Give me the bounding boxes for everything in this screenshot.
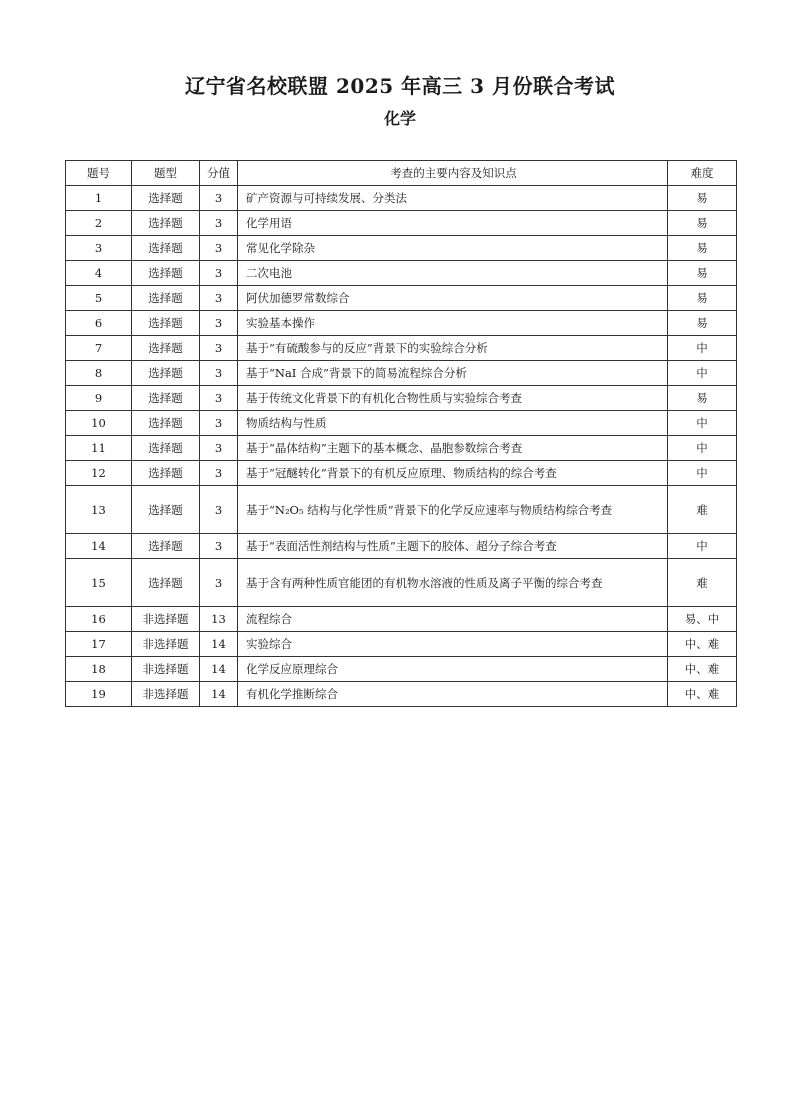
question-content: 常见化学除杂 — [238, 236, 668, 261]
question-content: 阿伏加德罗常数综合 — [238, 286, 668, 311]
question-score: 3 — [200, 436, 238, 461]
question-number: 11 — [66, 436, 132, 461]
question-score: 3 — [200, 386, 238, 411]
question-score: 3 — [200, 261, 238, 286]
header-content: 考查的主要内容及知识点 — [238, 161, 668, 186]
question-score: 3 — [200, 559, 238, 607]
question-difficulty: 中、难 — [668, 682, 737, 707]
question-score: 14 — [200, 657, 238, 682]
question-number: 7 — [66, 336, 132, 361]
question-type: 选择题 — [132, 436, 200, 461]
question-difficulty: 难 — [668, 486, 737, 534]
question-score: 3 — [200, 461, 238, 486]
question-number: 15 — [66, 559, 132, 607]
question-type: 非选择题 — [132, 632, 200, 657]
question-content: 物质结构与性质 — [238, 411, 668, 436]
question-content: 基于“N₂O₅ 结构与化学性质”背景下的化学反应速率与物质结构综合考查 — [238, 486, 668, 534]
question-score: 3 — [200, 336, 238, 361]
table-row — [66, 236, 737, 261]
question-difficulty: 易 — [668, 261, 737, 286]
subject-title: 化学 — [383, 109, 416, 128]
question-type: 选择题 — [132, 286, 200, 311]
question-content: 二次电池 — [238, 261, 668, 286]
question-type: 选择题 — [132, 461, 200, 486]
table-row — [66, 336, 737, 361]
question-number: 19 — [66, 682, 132, 707]
table-row — [66, 534, 737, 559]
question-difficulty: 中 — [668, 361, 737, 386]
question-content: 基于“晶体结构”主题下的基本概念、晶胞参数综合考查 — [238, 436, 668, 461]
table-row — [66, 682, 737, 707]
question-type: 非选择题 — [132, 682, 200, 707]
table-row — [66, 632, 737, 657]
question-type: 选择题 — [132, 386, 200, 411]
question-number: 12 — [66, 461, 132, 486]
table-row — [66, 186, 737, 211]
question-score: 3 — [200, 311, 238, 336]
table-header-row — [66, 161, 737, 186]
question-type: 选择题 — [132, 336, 200, 361]
question-type: 选择题 — [132, 261, 200, 286]
question-difficulty: 难 — [668, 559, 737, 607]
question-score: 3 — [200, 286, 238, 311]
question-type: 选择题 — [132, 534, 200, 559]
question-number: 8 — [66, 361, 132, 386]
question-type: 选择题 — [132, 361, 200, 386]
question-content: 基于传统文化背景下的有机化合物性质与实验综合考查 — [238, 386, 668, 411]
table-row — [66, 559, 737, 607]
header-question-type: 题型 — [132, 161, 200, 186]
table-row — [66, 361, 737, 386]
question-difficulty: 易 — [668, 236, 737, 261]
table-row — [66, 657, 737, 682]
question-type: 非选择题 — [132, 657, 200, 682]
table-row — [66, 607, 737, 632]
question-content: 化学反应原理综合 — [238, 657, 668, 682]
header-score: 分值 — [200, 161, 238, 186]
question-number: 6 — [66, 311, 132, 336]
question-number: 16 — [66, 607, 132, 632]
question-difficulty: 中 — [668, 436, 737, 461]
question-score: 14 — [200, 632, 238, 657]
question-number: 4 — [66, 261, 132, 286]
question-type: 选择题 — [132, 186, 200, 211]
question-number: 18 — [66, 657, 132, 682]
question-number: 10 — [66, 411, 132, 436]
question-score: 3 — [200, 236, 238, 261]
question-content: 化学用语 — [238, 211, 668, 236]
question-score: 3 — [200, 211, 238, 236]
table-row — [66, 411, 737, 436]
question-difficulty: 中 — [668, 411, 737, 436]
question-content: 基于“冠醚转化”背景下的有机反应原理、物质结构的综合考查 — [238, 461, 668, 486]
question-difficulty: 易、中 — [668, 607, 737, 632]
question-score: 13 — [200, 607, 238, 632]
question-number: 1 — [66, 186, 132, 211]
question-type: 选择题 — [132, 486, 200, 534]
question-difficulty: 易 — [668, 386, 737, 411]
table-row — [66, 311, 737, 336]
question-type: 选择题 — [132, 211, 200, 236]
page-title: 辽宁省名校联盟 2025 年高三 3 月份联合考试 — [185, 74, 615, 98]
question-score: 3 — [200, 186, 238, 211]
header-difficulty: 难度 — [668, 161, 737, 186]
question-difficulty: 中、难 — [668, 657, 737, 682]
table-row — [66, 261, 737, 286]
question-number: 9 — [66, 386, 132, 411]
question-number: 5 — [66, 286, 132, 311]
question-difficulty: 易 — [668, 311, 737, 336]
question-number: 3 — [66, 236, 132, 261]
question-number: 13 — [66, 486, 132, 534]
question-number: 2 — [66, 211, 132, 236]
question-score: 14 — [200, 682, 238, 707]
question-difficulty: 易 — [668, 186, 737, 211]
table-row — [66, 286, 737, 311]
question-type: 选择题 — [132, 411, 200, 436]
table-row — [66, 436, 737, 461]
question-difficulty: 易 — [668, 211, 737, 236]
header-question-number: 题号 — [66, 161, 132, 186]
question-content: 矿产资源与可持续发展、分类法 — [238, 186, 668, 211]
question-difficulty: 易 — [668, 286, 737, 311]
question-score: 3 — [200, 361, 238, 386]
table-row — [66, 461, 737, 486]
question-content: 实验综合 — [238, 632, 668, 657]
question-difficulty: 中 — [668, 336, 737, 361]
question-type: 选择题 — [132, 311, 200, 336]
question-content: 基于“有硫酸参与的反应”背景下的实验综合分析 — [238, 336, 668, 361]
question-score: 3 — [200, 534, 238, 559]
question-type: 选择题 — [132, 559, 200, 607]
question-content: 有机化学推断综合 — [238, 682, 668, 707]
question-type: 选择题 — [132, 236, 200, 261]
question-difficulty: 中 — [668, 461, 737, 486]
question-score: 3 — [200, 486, 238, 534]
question-number: 14 — [66, 534, 132, 559]
table-row — [66, 386, 737, 411]
question-number: 17 — [66, 632, 132, 657]
question-difficulty: 中、难 — [668, 632, 737, 657]
table-row — [66, 211, 737, 236]
question-content: 基于“表面活性剂结构与性质”主题下的胶体、超分子综合考查 — [238, 534, 668, 559]
question-difficulty: 中 — [668, 534, 737, 559]
exam-spec-table — [65, 160, 737, 707]
question-content: 流程综合 — [238, 607, 668, 632]
question-score: 3 — [200, 411, 238, 436]
question-type: 非选择题 — [132, 607, 200, 632]
question-content: 基于“NaI 合成”背景下的简易流程综合分析 — [238, 361, 668, 386]
table-row — [66, 486, 737, 534]
question-content: 实验基本操作 — [238, 311, 668, 336]
question-content: 基于含有两种性质官能团的有机物水溶液的性质及离子平衡的综合考查 — [238, 559, 668, 607]
